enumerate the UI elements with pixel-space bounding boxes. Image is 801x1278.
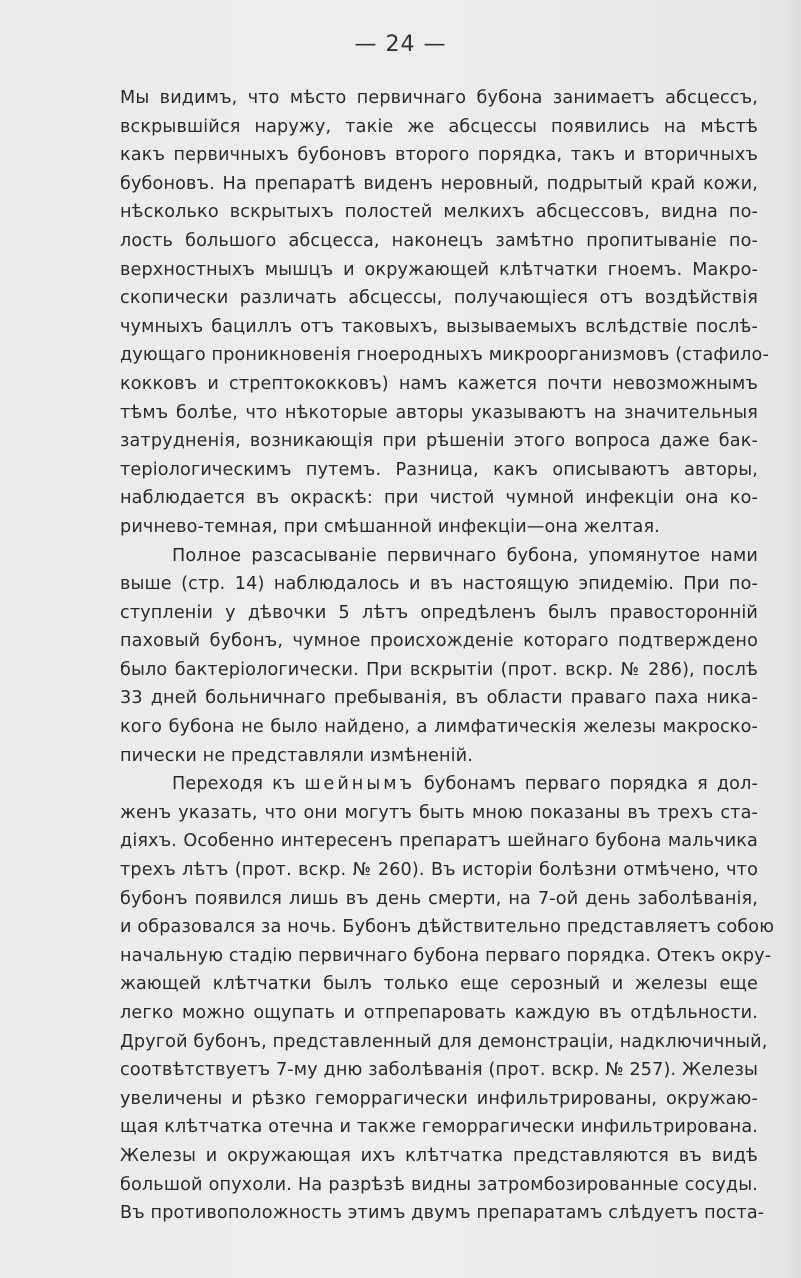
text-line: дующаго проникновенія гноеродныхъ микроорганизмовъ (стафило- bbox=[120, 345, 769, 366]
text-line: нѣсколько вскрытыхъ полостей мелкихъ абсцессовъ, видна по- bbox=[120, 202, 758, 223]
text-line: женъ указать, что они могутъ быть мною показаны въ трехъ ста- bbox=[120, 802, 758, 823]
text-line bbox=[120, 770, 758, 799]
text-fragment: Переходя къ bbox=[172, 774, 305, 795]
text-line: легко можно ощупать и отпрепаровать каждую въ отдѣльности. bbox=[120, 1003, 758, 1023]
text-line: наблюдается въ окраскѣ: при чистой чумной инфекціи она ко- bbox=[120, 488, 758, 509]
text-line: затрудненія, возникающія при рѣшеніи этого вопроса даже бак- bbox=[120, 431, 758, 452]
text-line: какъ первичныхъ бубоновъ второго порядка, такъ и вторичныхъ bbox=[120, 145, 758, 166]
text-line: діяхъ. Особенно интересенъ препаратъ шейнаго бубона мальчика bbox=[120, 831, 758, 852]
body-text bbox=[120, 84, 775, 1228]
emphasized-word: шейнымъ bbox=[304, 774, 415, 795]
text-line: 33 дней больничнаго пребыванія, въ области праваго паха ника- bbox=[120, 688, 758, 709]
text-fragment: бубонамъ перваго порядка я дол- bbox=[414, 774, 758, 795]
text-line: начальную стадію первичнаго бубона перваго порядка. Отекъ окру- bbox=[120, 945, 772, 966]
text-line: чумныхъ бациллъ отъ таковыхъ, вызываемыхъ вслѣдствіе послѣ- bbox=[120, 316, 758, 337]
text-line: соотвѣтствуетъ 7-му дню заболѣванія (прот. вскр. № 257). Железы bbox=[120, 1060, 758, 1081]
text-line: было бактеріологически. При вскрытіи (прот. вскр. № 286), послѣ bbox=[120, 659, 758, 680]
text-line: Железы и окружающая ихъ клѣтчатка представляются въ видѣ bbox=[120, 1145, 758, 1166]
page-edge-shadow bbox=[787, 0, 801, 1278]
text-line: бубоновъ. На препаратѣ виденъ неровный, подрытый край кожи, bbox=[120, 173, 758, 194]
text-line: большой опухоли. На разрѣзѣ видны затромбозированные сосуды. bbox=[120, 1174, 758, 1195]
text-line: Другой бубонъ, представленный для демонстраціи, надключичный, bbox=[120, 1031, 768, 1052]
text-line: выше (стр. 14) наблюдалось и въ настоящую эпидемію. При по- bbox=[120, 574, 758, 595]
text-line: Мы видимъ, что мѣсто первичнаго бубона занимаетъ абсцессъ, bbox=[120, 88, 758, 108]
text-line: увеличены и рѣзко геморрагически инфильтрированы, окружаю- bbox=[120, 1088, 758, 1109]
text-line: лость большого абсцесса, наконецъ замѣтно пропитываніе по- bbox=[120, 230, 758, 251]
text-line: кого бубона не было найдено, а лимфатическія железы макроско- bbox=[120, 717, 758, 738]
paragraph-1 bbox=[120, 84, 769, 542]
text-line: тѣмъ болѣе, что нѣкоторые авторы указываютъ на значительныя bbox=[120, 402, 758, 423]
text-line: верхностныхъ мышцъ и окружающей клѣтчатки гноемъ. Макро- bbox=[120, 259, 758, 280]
paragraph-3 bbox=[120, 770, 775, 1228]
text-line: пически не представляли измѣненій. bbox=[120, 745, 473, 766]
text-line: бубонъ появился лишь въ день смерти, на 7-ой день заболѣванія, bbox=[120, 888, 758, 909]
text-line: щая клѣтчатка отечна и также геморрагически инфильтрирована. bbox=[120, 1117, 758, 1138]
text-line: жающей клѣтчатки былъ только еще серозный и железы еще bbox=[120, 974, 758, 995]
text-line: вскрывшійся наружу, такіе же абсцессы появились на мѣстѣ bbox=[120, 116, 758, 137]
text-line: Въ противоположность этимъ двумъ препаратамъ слѣдуетъ поста- bbox=[120, 1203, 765, 1224]
text-line: скопически различать абсцессы, получающіеся отъ воздѣйствія bbox=[120, 288, 758, 309]
text-line: ричнево-темная, при смѣшанной инфекціи—она желтая. bbox=[120, 516, 660, 537]
text-line: и образовался за ночь. Бубонъ дѣйствительно представляетъ собою bbox=[120, 917, 775, 938]
text-line: кокковъ и стрептококковъ) намъ кажется почти невозможнымъ bbox=[120, 373, 758, 394]
text-line: теріологическимъ путемъ. Разница, какъ описываютъ авторы, bbox=[120, 459, 758, 480]
text-line: ступленіи у дѣвочки 5 лѣтъ опредѣленъ былъ правосторонній bbox=[120, 602, 758, 623]
paragraph-2 bbox=[120, 542, 758, 771]
page-number: — 24 — bbox=[354, 32, 447, 57]
text-line: трехъ лѣтъ (прот. вскр. № 260). Въ исторіи болѣзни отмѣчено, что bbox=[120, 860, 758, 881]
text-line: Полное разсасываніе первичнаго бубона, упомянутое нами bbox=[172, 545, 758, 566]
text-line: паховый бубонъ, чумное происхожденіе котораго подтверждено bbox=[120, 631, 758, 652]
